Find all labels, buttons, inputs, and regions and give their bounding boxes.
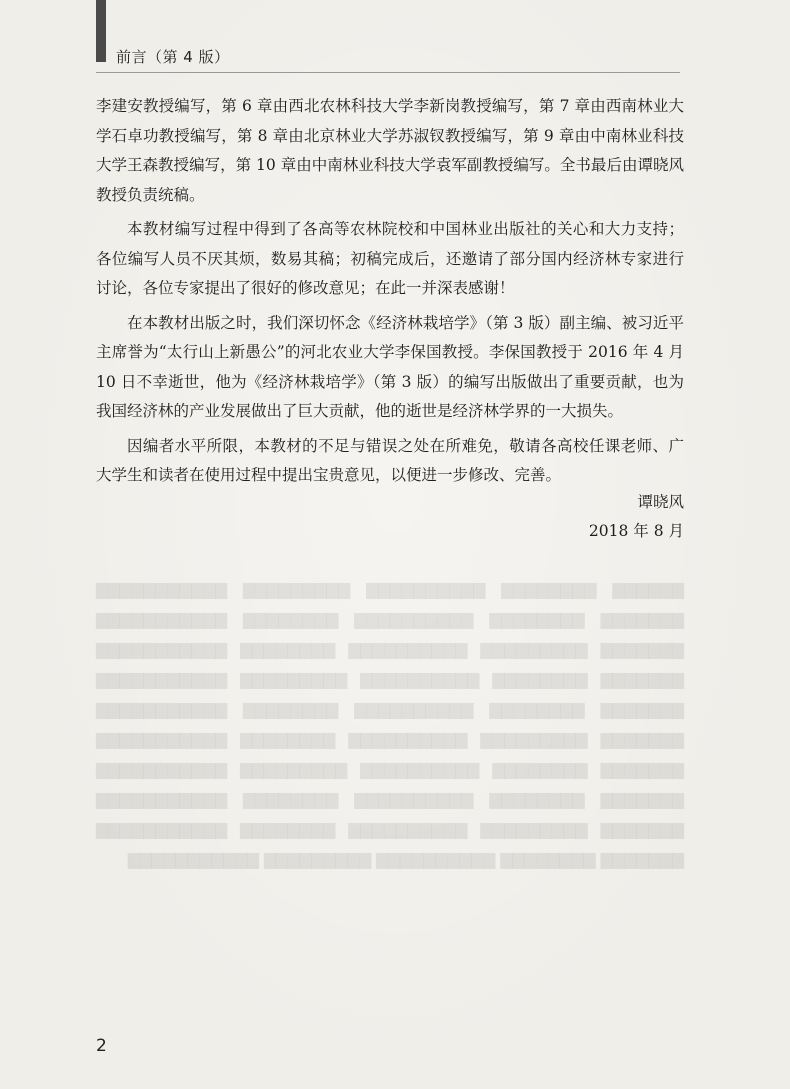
page-number: 2: [96, 1036, 107, 1056]
paragraph-2: 本教材编写过程中得到了各高等农林院校和中国林业出版社的关心和大力支持；各位编写人员不厌其烦，数易其稿；初稿完成后，还邀请了部分国内经济林专家进行讨论，各位专家提出了很好的修改意见；在此一并深表感谢！: [96, 220, 684, 297]
header-bar-decoration: [96, 0, 106, 62]
running-header: 前言（第 4 版）: [116, 48, 230, 66]
preface-body: [96, 92, 684, 496]
signature-date: 2018 年 8 月: [588, 522, 684, 540]
paragraph-1: 李建安教授编写，第 6 章由西北农林科技大学李新岗教授编写，第 7 章由西南林业大学石卓功教授编写，第 8 章由北京林业大学苏淑钗教授编写，第 9 章由中南林业科技大学王森教授编写，第 10 章由中南林业科技大学袁军副教授编写。全书最后由谭晓风教授负责统稿。: [96, 97, 684, 204]
signature-name: 谭晓风: [637, 493, 684, 511]
header-rule: [96, 72, 680, 73]
paragraph-4: 因编者水平所限，本教材的不足与错误之处在所难免，敬请各高校任课老师、广大学生和读者在使用过程中提出宝贵意见，以便进一步修改、完善。: [96, 436, 684, 484]
paragraph-3: 在本教材出版之时，我们深切怀念《经济林栽培学》（第 3 版）副主编、被习近平主席誉为“太行山上新愚公”的河北农业大学李保国教授。李保国教授于 2016 年 4 月 10 日不幸逝世，他为《经济林栽培学》（第 3 版）的编写出版做出了重要贡献，也为我国经济林的产业发展做出了巨大贡献，他的逝世是经济林学界的一大损失。: [96, 313, 684, 420]
bleed-through-texture: ▇▇▇▇▇▇ ▇▇▇▇▇▇▇▇ ▇▇▇▇▇▇▇▇▇▇ ▇▇▇▇▇▇▇▇▇ ▇▇▇▇▇▇▇▇▇▇▇ ▇▇▇▇▇▇▇ ▇▇▇▇▇▇▇▇ ▇▇▇▇▇▇▇▇▇▇ ▇▇▇▇▇▇▇▇ ▇▇▇▇▇▇▇▇▇▇▇ ▇▇▇▇▇▇▇ ▇▇▇▇▇▇▇▇▇ ▇▇▇▇▇▇▇▇▇▇ ▇▇▇▇▇▇▇▇ ▇▇▇▇▇▇▇▇▇▇▇ ▇▇▇▇▇▇▇ ▇▇▇▇▇▇▇▇ ▇▇▇▇▇▇▇▇▇▇ ▇▇▇▇▇▇▇▇▇ ▇▇▇▇▇▇▇▇▇▇▇ ▇▇▇▇▇▇▇ ▇▇▇▇▇▇▇▇ ▇▇▇▇▇▇▇▇▇▇ ▇▇▇▇▇▇▇▇ ▇▇▇▇▇▇▇▇▇▇▇ ▇▇▇▇▇▇▇ ▇▇▇▇▇▇▇▇▇ ▇▇▇▇▇▇▇▇▇▇ ▇▇▇▇▇▇▇▇ ▇▇▇▇▇▇▇▇▇▇▇ ▇▇▇▇▇▇▇ ▇▇▇▇▇▇▇▇ ▇▇▇▇▇▇▇▇▇▇ ▇▇▇▇▇▇▇▇▇ ▇▇▇▇▇▇▇▇▇▇▇ ▇▇▇▇▇▇▇ ▇▇▇▇▇▇▇▇ ▇▇▇▇▇▇▇▇▇▇ ▇▇▇▇▇▇▇▇ ▇▇▇▇▇▇▇▇▇▇▇ ▇▇▇▇▇▇▇ ▇▇▇▇▇▇▇▇▇ ▇▇▇▇▇▇▇▇▇▇ ▇▇▇▇▇▇▇▇ ▇▇▇▇▇▇▇▇▇▇▇ ▇▇▇▇▇▇▇ ▇▇▇▇▇▇▇▇ ▇▇▇▇▇▇▇▇▇▇ ▇▇▇▇▇▇▇▇▇ ▇▇▇▇▇▇▇▇▇▇▇: [96, 581, 684, 869]
